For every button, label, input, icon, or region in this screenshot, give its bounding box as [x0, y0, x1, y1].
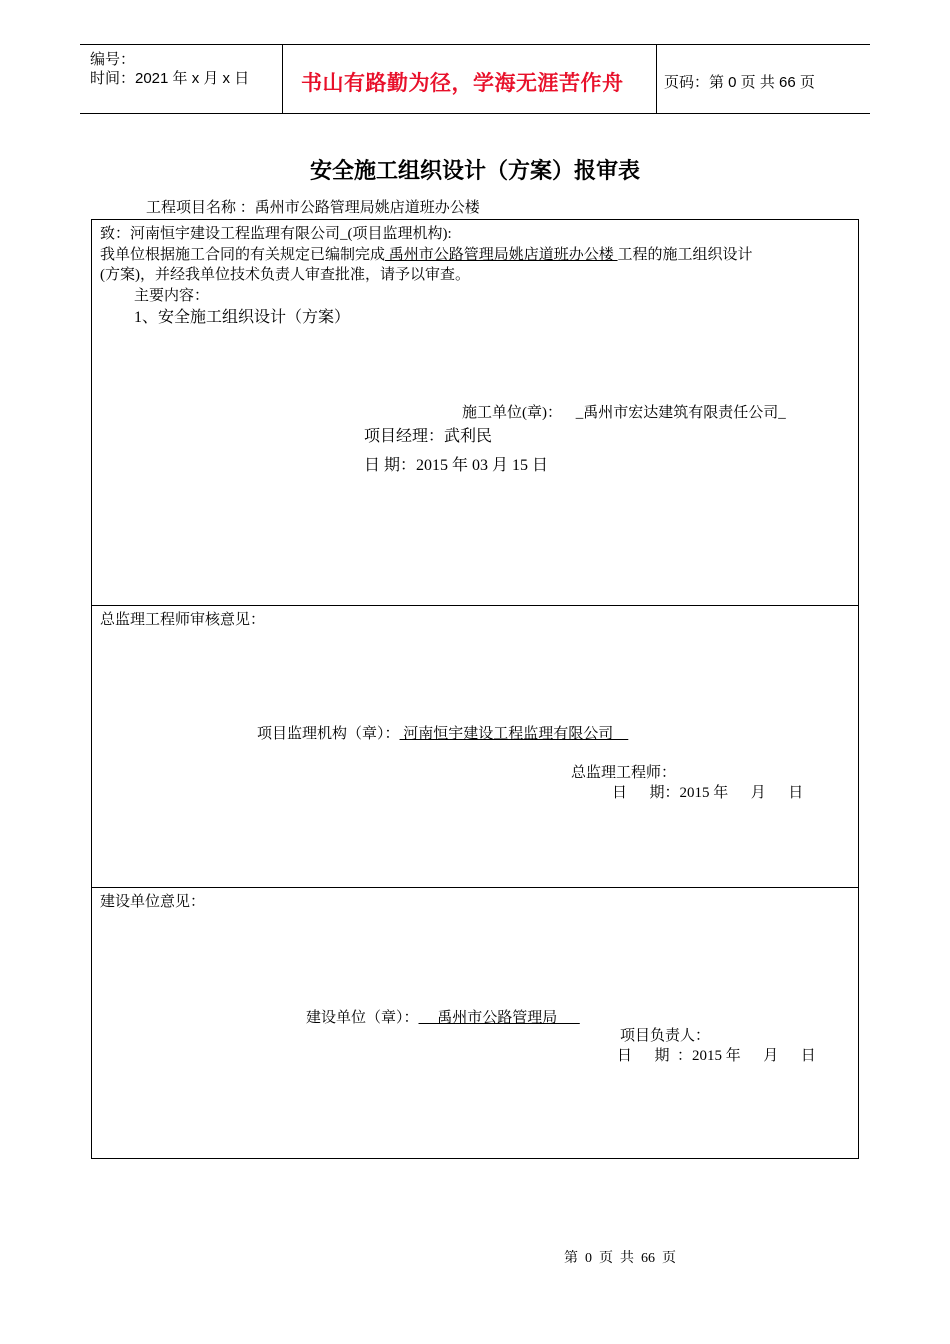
- header-top-rule: [80, 44, 870, 45]
- submission-date-line: 日 期：2015 年 03 月 15 日: [364, 457, 549, 474]
- chief-engineer-label: 总监理工程师：: [571, 765, 677, 781]
- supervisor-opinion-label: 总监理工程师审核意见：: [100, 605, 850, 629]
- submission-body-line2: (方案)，并经我单位技术负责人审查批准，请予以审查。: [100, 267, 470, 283]
- footer-page-number: 第 0 页 共 66 页: [564, 1251, 676, 1266]
- section-contractor: [91, 219, 859, 606]
- main-content-label: 主要内容：: [134, 288, 210, 304]
- submission-body-prefix: 我单位根据施工合同的有关规定已编制完成: [100, 247, 386, 263]
- header-bottom-rule: [80, 113, 870, 114]
- content-item-1: 1、安全施工组织设计（方案）: [134, 309, 351, 326]
- project-lead-label: 项目负责人：: [620, 1028, 711, 1044]
- owner-unit-value: 禹州市公路管理局: [418, 1010, 580, 1026]
- owner-date-line: 日 期 ：2015 年 月 日: [617, 1048, 816, 1064]
- supervision-org-value: 河南恒宇建设工程监理有限公司: [399, 726, 629, 742]
- header-page-info: 页码：第 0 页 共 66 页: [664, 74, 815, 91]
- form-title: 安全施工组织设计（方案）报审表: [309, 159, 640, 184]
- owner-unit-line: [306, 1006, 580, 1027]
- contractor-unit-label: 施工单位(章)：: [462, 405, 562, 421]
- section-owner-opinion: [91, 887, 859, 1159]
- owner-unit-label: 建设单位（章）：: [306, 1010, 419, 1026]
- addressee-line: 致：河南恒宇建设工程监理有限公司_(项目监理机构):: [100, 226, 452, 242]
- supervision-org-label: 项目监理机构（章）：: [257, 726, 400, 742]
- header-divider-right: [656, 44, 657, 113]
- section-supervisor-review: [91, 605, 859, 888]
- header-divider-left: [282, 44, 283, 113]
- header-motto: 书山有路勤为径，学海无涯苦作舟: [301, 71, 624, 95]
- project-manager-line: 项目经理：武利民: [364, 428, 493, 445]
- contractor-unit-value: _禹州市宏达建筑有限责任公司_: [575, 405, 786, 421]
- owner-opinion-label: 建设单位意见：: [100, 894, 206, 910]
- document-number-label: 编号：: [90, 51, 136, 68]
- project-name-line: 工程项目名称 ：禹州市公路管理局姚店道班办公楼: [146, 200, 480, 216]
- contractor-unit-line: [462, 401, 786, 422]
- submission-project-name: 禹州市公路管理局姚店道班办公楼: [385, 247, 618, 263]
- supervisor-date-line: 日 期：2015 年 月 日: [612, 785, 804, 801]
- document-time-label: 时间：2021 年 x 月 x 日: [90, 70, 250, 87]
- submission-body-suffix: 工程的施工组织设计: [617, 247, 753, 263]
- submission-body-line1: [100, 243, 753, 264]
- supervision-org-line: [257, 722, 628, 743]
